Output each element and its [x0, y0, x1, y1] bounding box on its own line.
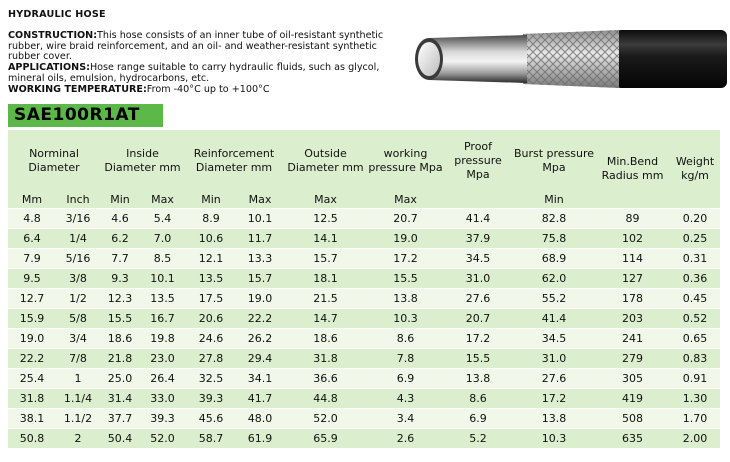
subheader-nominal-mm: Mm	[8, 191, 56, 209]
table-cell: 12.5	[283, 209, 368, 229]
table-cell: 20.6	[185, 309, 237, 329]
table-cell: 0.45	[670, 289, 720, 309]
table-row	[8, 269, 720, 289]
table-cell: 82.8	[513, 209, 595, 229]
header-outside-diameter: Outside Diameter mm	[283, 130, 368, 191]
table-cell: 114	[595, 249, 670, 269]
subheader-inside-max: Max	[140, 191, 185, 209]
table-cell: 8.6	[443, 389, 513, 409]
table-cell: 419	[595, 389, 670, 409]
table-cell: 31.8	[283, 349, 368, 369]
header-reinforcement-diameter: Reinforcement Diameter mm	[185, 130, 283, 191]
table-cell: 23.0	[140, 349, 185, 369]
table-cell: 50.8	[8, 429, 56, 449]
table-cell: 3.4	[368, 409, 443, 429]
table-cell: 1.70	[670, 409, 720, 429]
table-cell: 5/16	[56, 249, 100, 269]
table-cell: 6.9	[368, 369, 443, 389]
table-cell: 102	[595, 229, 670, 249]
table-row	[8, 229, 720, 249]
table-cell: 2.00	[670, 429, 720, 449]
table-cell: 19.0	[368, 229, 443, 249]
table-cell: 0.91	[670, 369, 720, 389]
table-cell: 127	[595, 269, 670, 289]
table-cell: 89	[595, 209, 670, 229]
table-cell: 10.1	[237, 209, 283, 229]
table-cell: 17.2	[513, 389, 595, 409]
table-cell: 19.0	[237, 289, 283, 309]
table-row	[8, 369, 720, 389]
header-inside-diameter: Inside Diameter mm	[100, 130, 185, 191]
table-cell: 13.3	[237, 249, 283, 269]
spec-table-body	[8, 209, 720, 449]
description-block	[8, 10, 403, 96]
model-label: SAE100R1AT	[8, 104, 163, 127]
table-row	[8, 309, 720, 329]
table-cell: 1/4	[56, 229, 100, 249]
table-cell: 0.52	[670, 309, 720, 329]
table-cell: 44.8	[283, 389, 368, 409]
construction-paragraph	[8, 31, 403, 63]
table-cell: 2	[56, 429, 100, 449]
table-cell: 11.7	[237, 229, 283, 249]
temperature-label: WORKING TEMPERATURE:	[8, 83, 147, 95]
table-cell: 37.9	[443, 229, 513, 249]
table-cell: 635	[595, 429, 670, 449]
subheader-proof	[443, 191, 513, 209]
table-cell: 24.6	[185, 329, 237, 349]
table-cell: 13.8	[443, 369, 513, 389]
table-cell: 21.5	[283, 289, 368, 309]
hose-cutaway-image	[405, 4, 727, 104]
header-working-pressure: working pressure Mpa	[368, 130, 443, 191]
table-cell: 5.2	[443, 429, 513, 449]
table-cell: 0.20	[670, 209, 720, 229]
table-cell: 33.0	[140, 389, 185, 409]
table-cell: 0.65	[670, 329, 720, 349]
table-cell: 25.0	[100, 369, 140, 389]
table-cell: 9.3	[100, 269, 140, 289]
table-cell: 6.4	[8, 229, 56, 249]
table-cell: 4.6	[100, 209, 140, 229]
table-cell: 15.5	[443, 349, 513, 369]
table-cell: 10.6	[185, 229, 237, 249]
table-cell: 26.2	[237, 329, 283, 349]
applications-label: APPLICATIONS:	[8, 62, 90, 74]
temperature-text: From -40°C up to +100°C	[146, 83, 270, 95]
table-cell: 10.1	[140, 269, 185, 289]
table-cell: 27.6	[513, 369, 595, 389]
table-cell: 13.8	[513, 409, 595, 429]
table-cell: 31.0	[513, 349, 595, 369]
table-cell: 17.5	[185, 289, 237, 309]
table-cell: 7/8	[56, 349, 100, 369]
table-cell: 1.1/2	[56, 409, 100, 429]
table-cell: 6.9	[443, 409, 513, 429]
table-cell: 25.4	[8, 369, 56, 389]
table-cell: 21.8	[100, 349, 140, 369]
table-cell: 3/16	[56, 209, 100, 229]
table-cell: 8.5	[140, 249, 185, 269]
table-cell: 241	[595, 329, 670, 349]
table-cell: 55.2	[513, 289, 595, 309]
table-cell: 61.9	[237, 429, 283, 449]
table-cell: 31.0	[443, 269, 513, 289]
table-cell: 15.9	[8, 309, 56, 329]
table-cell: 5/8	[56, 309, 100, 329]
table-cell: 508	[595, 409, 670, 429]
table-cell: 14.1	[283, 229, 368, 249]
applications-text: Hose range suitable to carry hydraulic fluids, such as glycol, mineral oils, emulsion, hydrocarbons, etc.	[8, 62, 380, 84]
table-cell: 8.6	[368, 329, 443, 349]
table-cell: 18.6	[100, 329, 140, 349]
table-cell: 14.7	[283, 309, 368, 329]
table-cell: 27.8	[185, 349, 237, 369]
table-cell: 4.8	[8, 209, 56, 229]
subheader-reinforcement-min: Min	[185, 191, 237, 209]
table-cell: 38.1	[8, 409, 56, 429]
table-cell: 7.9	[8, 249, 56, 269]
table-cell: 0.25	[670, 229, 720, 249]
table-cell: 0.83	[670, 349, 720, 369]
table-cell: 32.5	[185, 369, 237, 389]
table-cell: 34.5	[443, 249, 513, 269]
spec-table-container	[8, 130, 720, 448]
table-cell: 3/8	[56, 269, 100, 289]
table-cell: 15.7	[283, 249, 368, 269]
table-cell: 6.2	[100, 229, 140, 249]
table-cell: 15.5	[368, 269, 443, 289]
table-row	[8, 289, 720, 309]
table-cell: 41.4	[513, 309, 595, 329]
table-cell: 1.30	[670, 389, 720, 409]
header-proof-pressure: Proof pressure Mpa	[443, 130, 513, 191]
applications-paragraph	[8, 63, 403, 85]
table-cell: 39.3	[140, 409, 185, 429]
table-cell: 2.6	[368, 429, 443, 449]
table-cell: 41.4	[443, 209, 513, 229]
table-cell: 18.1	[283, 269, 368, 289]
table-cell: 279	[595, 349, 670, 369]
header-min-bend-radius: Min.Bend Radius mm	[595, 130, 670, 209]
table-row	[8, 429, 720, 449]
table-row	[8, 209, 720, 229]
table-cell: 17.2	[368, 249, 443, 269]
table-cell: 31.4	[100, 389, 140, 409]
table-cell: 19.0	[8, 329, 56, 349]
table-cell: 5.4	[140, 209, 185, 229]
table-cell: 17.2	[443, 329, 513, 349]
table-cell: 15.7	[237, 269, 283, 289]
table-row	[8, 249, 720, 269]
table-cell: 1	[56, 369, 100, 389]
table-cell: 3/4	[56, 329, 100, 349]
table-cell: 1.1/4	[56, 389, 100, 409]
table-cell: 1/2	[56, 289, 100, 309]
construction-label: CONSTRUCTION:	[8, 29, 98, 41]
table-cell: 68.9	[513, 249, 595, 269]
header-nominal-diameter: Norminal Diameter	[8, 130, 100, 191]
temperature-paragraph	[8, 85, 403, 96]
subheader-working-max: Max	[368, 191, 443, 209]
table-cell: 65.9	[283, 429, 368, 449]
table-cell: 29.4	[237, 349, 283, 369]
table-cell: 48.0	[237, 409, 283, 429]
table-row	[8, 329, 720, 349]
table-cell: 39.3	[185, 389, 237, 409]
table-cell: 22.2	[237, 309, 283, 329]
table-cell: 13.5	[140, 289, 185, 309]
table-cell: 7.7	[100, 249, 140, 269]
table-cell: 20.7	[443, 309, 513, 329]
table-cell: 27.6	[443, 289, 513, 309]
table-cell: 0.31	[670, 249, 720, 269]
table-cell: 16.7	[140, 309, 185, 329]
table-row	[8, 389, 720, 409]
table-cell: 58.7	[185, 429, 237, 449]
header-burst-pressure: Burst pressure Mpa	[513, 130, 595, 191]
table-cell: 7.0	[140, 229, 185, 249]
header-weight: Weight kg/m	[670, 130, 720, 209]
table-cell: 13.8	[368, 289, 443, 309]
subheader-reinforcement-max: Max	[237, 191, 283, 209]
table-cell: 178	[595, 289, 670, 309]
table-cell: 52.0	[140, 429, 185, 449]
table-cell: 13.5	[185, 269, 237, 289]
table-cell: 4.3	[368, 389, 443, 409]
table-cell: 10.3	[368, 309, 443, 329]
spec-table	[8, 130, 720, 448]
table-cell: 12.3	[100, 289, 140, 309]
table-cell: 75.8	[513, 229, 595, 249]
table-cell: 50.4	[100, 429, 140, 449]
table-cell: 52.0	[283, 409, 368, 429]
page-title: HYDRAULIC HOSE	[8, 9, 106, 20]
table-cell: 20.7	[368, 209, 443, 229]
table-cell: 36.6	[283, 369, 368, 389]
table-cell: 7.8	[368, 349, 443, 369]
table-cell: 12.7	[8, 289, 56, 309]
table-row	[8, 349, 720, 369]
table-cell: 31.8	[8, 389, 56, 409]
table-cell: 9.5	[8, 269, 56, 289]
table-cell: 26.4	[140, 369, 185, 389]
table-cell: 22.2	[8, 349, 56, 369]
table-cell: 41.7	[237, 389, 283, 409]
table-cell: 45.6	[185, 409, 237, 429]
subheader-nominal-inch: Inch	[56, 191, 100, 209]
table-row	[8, 409, 720, 429]
table-cell: 305	[595, 369, 670, 389]
table-cell: 18.6	[283, 329, 368, 349]
subheader-inside-min: Min	[100, 191, 140, 209]
table-cell: 37.7	[100, 409, 140, 429]
table-cell: 34.5	[513, 329, 595, 349]
table-cell: 0.36	[670, 269, 720, 289]
table-cell: 8.9	[185, 209, 237, 229]
table-cell: 10.3	[513, 429, 595, 449]
table-cell: 19.8	[140, 329, 185, 349]
subheader-outside-max: Max	[283, 191, 368, 209]
table-cell: 34.1	[237, 369, 283, 389]
table-cell: 203	[595, 309, 670, 329]
table-cell: 62.0	[513, 269, 595, 289]
table-cell: 15.5	[100, 309, 140, 329]
table-cell: 12.1	[185, 249, 237, 269]
construction-text: This hose consists of an inner tube of oil-resistant synthetic rubber, wire braid reinforcement, and an oil- and weather-resistant synthetic rubber cover.	[8, 29, 384, 63]
subheader-burst-min: Min	[513, 191, 595, 209]
